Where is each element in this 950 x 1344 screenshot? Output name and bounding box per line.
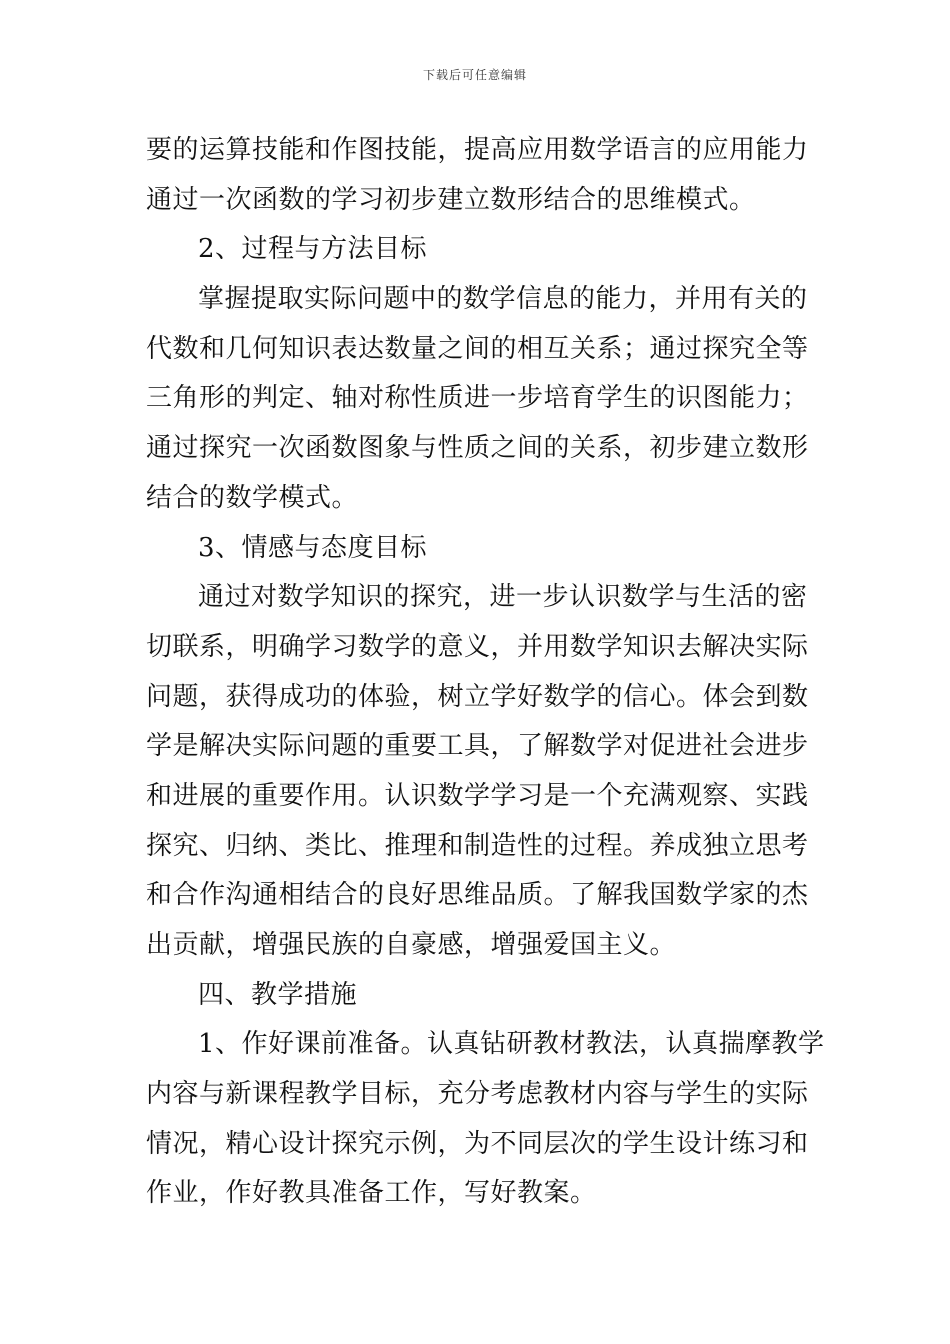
text-line: 1、作好课前准备。认真钻研教材教法，认真揣摩教学: [198, 1029, 825, 1060]
text-line: 通过探究一次函数图象与性质之间的关系，初步建立数形: [146, 433, 809, 464]
text-line: 和合作沟通相结合的良好思维品质。了解我国数学家的杰: [146, 880, 809, 911]
text-line: 问题，获得成功的体验，树立学好数学的信心。体会到数: [146, 681, 809, 712]
text-line: 切联系，明确学习数学的意义，并用数学知识去解决实际: [146, 631, 809, 662]
text-line: 要的运算技能和作图技能，提高应用数学语言的应用能力: [146, 135, 809, 165]
section-heading: 3、情感与态度目标: [198, 532, 428, 563]
text-line: 和进展的重要作用。认识数学学习是一个充满观察、实践: [146, 780, 809, 811]
text-line: 出贡献，增强民族的自豪感，增强爱国主义。: [146, 930, 677, 960]
text-line: 代数和几何知识表达数量之间的相互关系；通过探究全等: [146, 333, 809, 364]
text-line: 情况，精心设计探究示例，为不同层次的学生设计练习和: [146, 1128, 809, 1159]
text-line: 学是解决实际问题的重要工具，了解数学对促进社会进步: [146, 731, 809, 762]
page-header: 下载后可任意编辑: [422, 68, 527, 82]
section-heading: 2、过程与方法目标: [198, 234, 428, 265]
text-line: 结合的数学模式。: [146, 482, 359, 513]
text-line: 通过一次函数的学习初步建立数形结合的思维模式。: [146, 184, 756, 215]
body-text: [146, 126, 825, 1219]
text-line: 三角形的判定、轴对称性质进一步培育学生的识图能力；: [146, 383, 809, 414]
text-line: 掌握提取实际问题中的数学信息的能力，并用有关的: [198, 284, 808, 315]
section-heading: 四、教学措施: [198, 979, 358, 1010]
text-line: 内容与新课程教学目标，充分考虑教材内容与学生的实际: [146, 1079, 809, 1110]
text-line: 作业，作好教具准备工作，写好教案。: [146, 1178, 597, 1209]
text-line: 探究、归纳、类比、推理和制造性的过程。养成独立思考: [146, 830, 809, 861]
text-line: 通过对数学知识的探究，进一步认识数学与生活的密: [198, 582, 808, 613]
